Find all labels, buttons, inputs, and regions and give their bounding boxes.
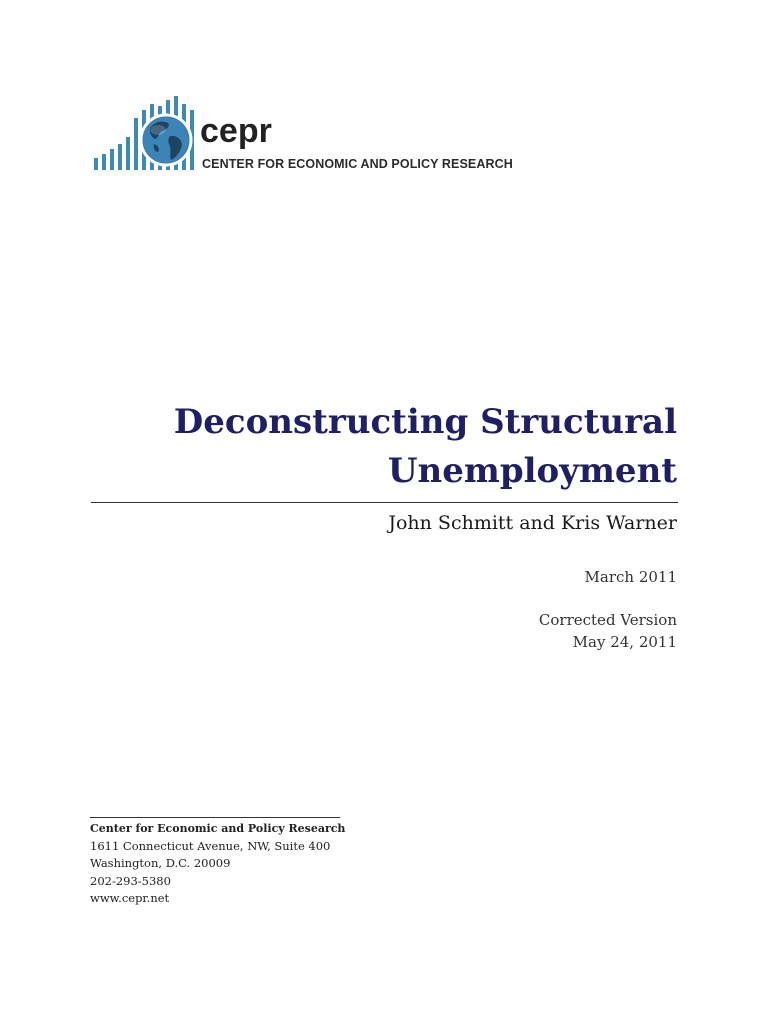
publication-date: March 2011	[584, 568, 677, 586]
phone-number: 202-293-5380	[90, 873, 171, 888]
address-line-1: 1611 Connecticut Avenue, NW, Suite 400	[90, 838, 331, 853]
logo-wordmark: cepr	[200, 112, 272, 150]
corrected-version-block	[539, 609, 677, 653]
footer-divider	[90, 817, 340, 818]
authors: John Schmitt and Kris Warner	[388, 512, 677, 534]
organization-address	[90, 820, 345, 908]
title-divider	[91, 502, 678, 503]
website: www.cepr.net	[90, 891, 170, 905]
cepr-logo	[92, 92, 512, 174]
report-title	[117, 398, 677, 496]
title-line-1: Deconstructing Structural	[173, 402, 677, 442]
title-line-2: Unemployment	[387, 451, 677, 491]
organization-name: Center for Economic and Policy Research	[90, 822, 346, 835]
logo-full-name: CENTER FOR ECONOMIC AND POLICY RESEARCH	[202, 157, 513, 171]
corrected-version-date: May 24, 2011	[572, 633, 677, 651]
address-line-2: Washington, D.C. 20009	[90, 856, 231, 870]
corrected-version-label: Corrected Version	[538, 611, 677, 629]
globe-bars-logo-icon	[92, 92, 196, 172]
